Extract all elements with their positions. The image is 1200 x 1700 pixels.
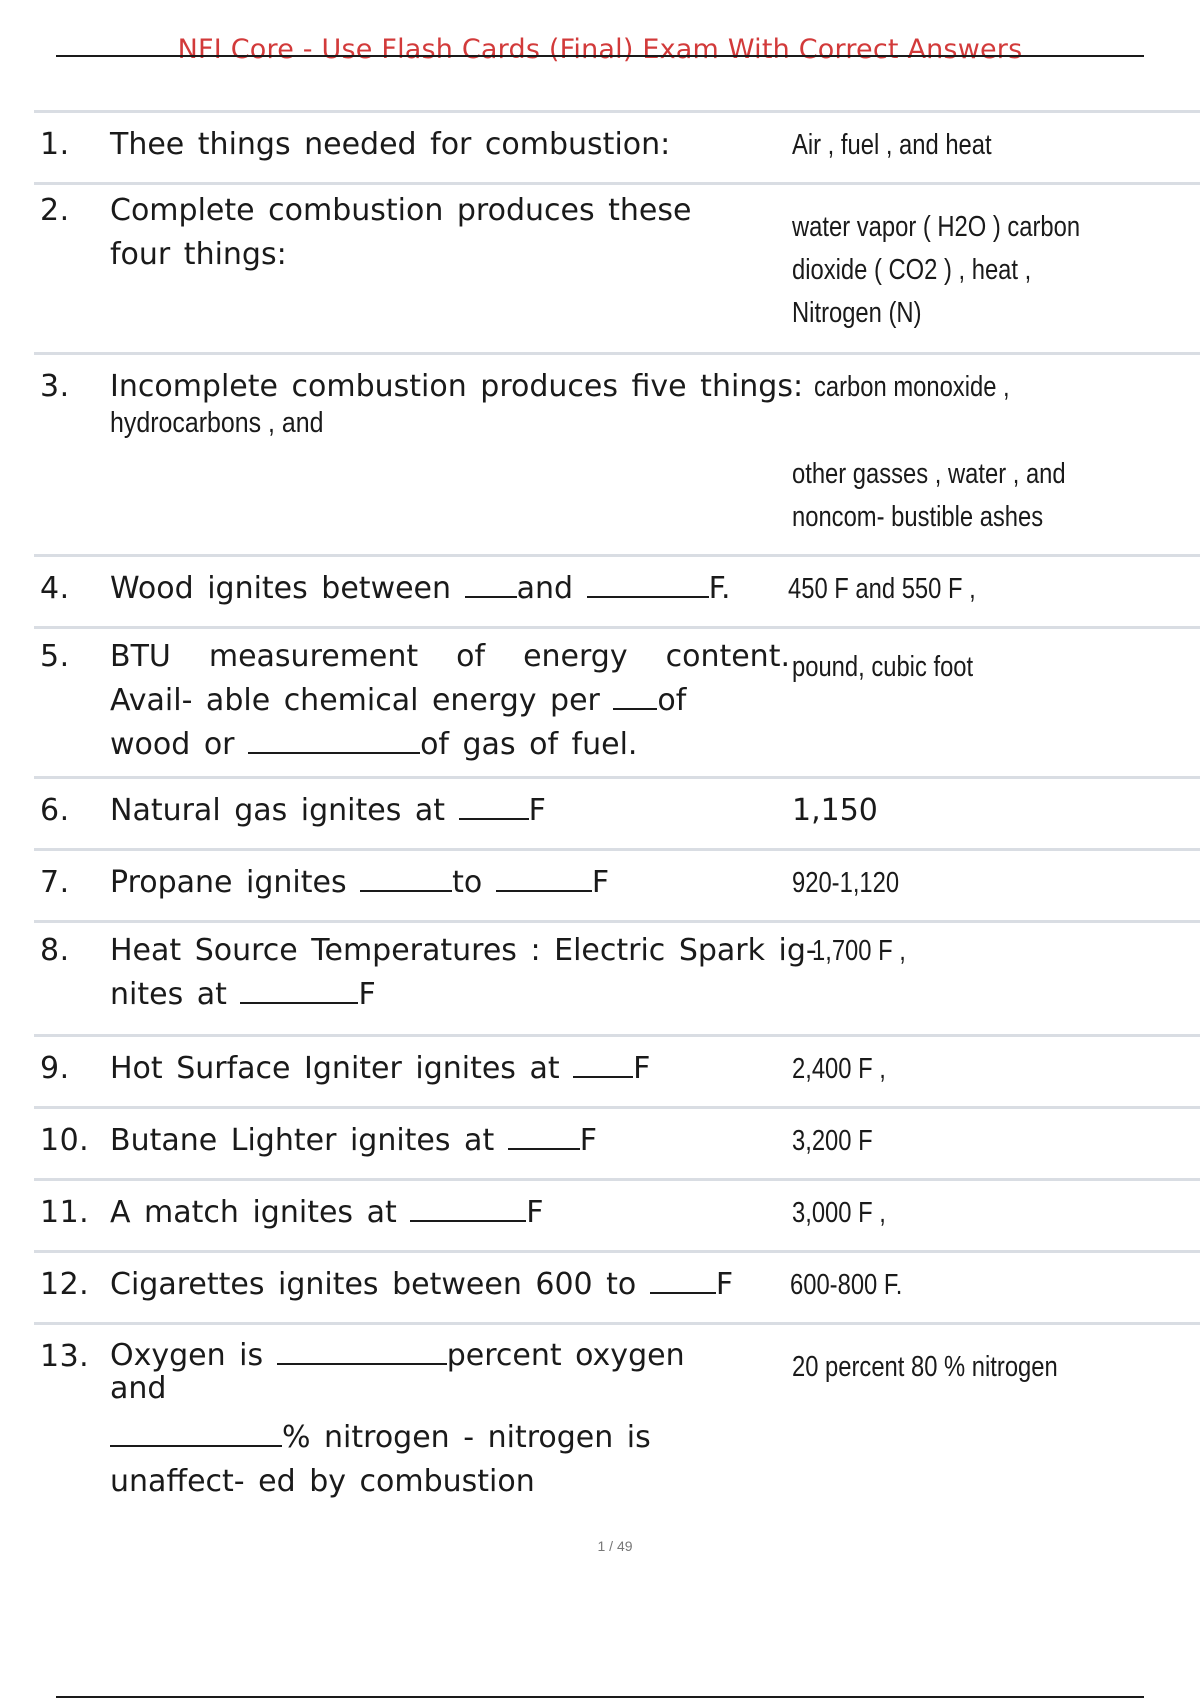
card-number: 1. — [40, 127, 70, 162]
answer-blank — [613, 680, 657, 710]
card-answer: 2,400 F , — [792, 1053, 886, 1085]
card-question-part: F. — [708, 571, 731, 606]
card-question-part: Avail- able chemical energy per — [110, 683, 600, 718]
card-question: Thee things needed for combustion: — [110, 127, 671, 162]
card-question-part: Butane Lighter ignites at — [110, 1123, 495, 1158]
flash-card-2 — [34, 182, 1200, 352]
card-question — [110, 789, 546, 833]
card-question — [110, 1335, 685, 1504]
card-number: 9. — [40, 1051, 70, 1086]
flash-card-12 — [34, 1250, 1200, 1322]
card-question-part: % nitrogen - nitrogen is — [282, 1420, 651, 1455]
card-question-line — [110, 973, 817, 1017]
card-number: 12. — [40, 1267, 90, 1302]
card-number: 7. — [40, 865, 70, 900]
card-answer: 1,700 F , — [812, 935, 906, 967]
flash-card-10 — [34, 1106, 1200, 1178]
card-question — [110, 1191, 544, 1235]
card-question-line: and — [110, 1371, 167, 1406]
card-question-continued: hydrocarbons , and — [110, 407, 324, 439]
answer-blank — [650, 1264, 716, 1294]
card-question-line: BTU measurement of energy content. — [110, 639, 790, 674]
flash-card-4 — [34, 554, 1200, 626]
card-question-part: F — [633, 1051, 651, 1086]
card-question-part: wood or — [110, 727, 235, 762]
card-answer: 1,150 — [792, 793, 878, 828]
card-question — [110, 635, 790, 767]
flash-card-13 — [34, 1322, 1200, 1522]
card-question-part: to — [452, 865, 483, 900]
card-answer-line-3: Nitrogen (N) — [792, 297, 922, 329]
card-question-part: F — [591, 865, 610, 900]
card-question-line: unaffect- ed by combustion — [110, 1464, 535, 1499]
document-title-container — [56, 36, 1144, 63]
card-question-line: Heat Source Temperatures : Electric Spark ig- — [110, 933, 817, 968]
card-answer: Air , fuel , and heat — [792, 129, 992, 161]
answer-blank — [277, 1335, 447, 1365]
flash-card-6 — [34, 776, 1200, 848]
card-question-part: Cigarettes ignites between 600 to — [110, 1267, 637, 1302]
card-question-part: Wood ignites between — [110, 571, 452, 606]
card-answer: 3,000 F , — [792, 1197, 886, 1229]
bottom-rule — [56, 1696, 1144, 1698]
card-answer: 450 F and 550 F , — [788, 573, 976, 605]
card-number: 10. — [40, 1123, 90, 1158]
answer-blank — [459, 790, 529, 820]
answer-blank — [496, 862, 592, 892]
flash-card-list — [34, 110, 1200, 1522]
card-question — [110, 929, 817, 1017]
answer-blank — [573, 1048, 633, 1078]
card-question-part: Propane ignites — [110, 865, 347, 900]
answer-blank — [587, 568, 709, 598]
card-question — [110, 1047, 650, 1091]
card-question-line — [110, 679, 790, 723]
card-question — [110, 567, 731, 611]
card-answer: 20 percent 80 % nitrogen — [792, 1351, 1058, 1383]
card-answer: pound, cubic foot — [792, 651, 974, 683]
card-answer: 3,200 F — [792, 1125, 873, 1157]
card-question-part: percent oxygen — [446, 1338, 685, 1373]
answer-blank — [410, 1192, 526, 1222]
card-question-tail: carbon monoxide , — [814, 371, 1010, 403]
card-question-part: F — [526, 1195, 544, 1230]
card-question-part: of — [657, 683, 687, 718]
card-question-line — [110, 1416, 685, 1460]
card-number: 2. — [40, 193, 70, 228]
flash-card-5 — [34, 626, 1200, 776]
card-question — [110, 861, 609, 905]
card-number: 13. — [40, 1339, 90, 1374]
card-question: Incomplete combustion produces five things: — [110, 369, 804, 404]
card-answer-line-2: noncom- bustible ashes — [792, 501, 1044, 533]
card-question-part: of gas of fuel. — [420, 727, 638, 762]
card-question-part: A match ignites at — [110, 1195, 397, 1230]
card-number: 11. — [40, 1195, 90, 1230]
card-question-part: nites at — [110, 977, 227, 1012]
answer-blank — [240, 974, 358, 1004]
card-question-part: F — [528, 793, 546, 828]
card-number: 5. — [40, 639, 70, 674]
card-question-part: F — [715, 1267, 734, 1302]
answer-blank — [110, 1417, 282, 1447]
answer-blank — [465, 568, 517, 598]
title-strike-rule — [56, 55, 1144, 57]
answer-blank — [248, 724, 420, 754]
document-title: NFI Core - Use Flash Cards (Final) Exam With Correct Answers — [177, 34, 1023, 65]
card-number: 3. — [40, 369, 70, 404]
flash-card-7 — [34, 848, 1200, 920]
card-question — [110, 1263, 733, 1307]
card-number: 8. — [40, 933, 70, 968]
card-answer: 600-800 F. — [790, 1269, 903, 1301]
card-question-part: Natural gas ignites at — [110, 793, 446, 828]
flash-card-11 — [34, 1178, 1200, 1250]
flash-card-8 — [34, 920, 1200, 1034]
card-question-part: Oxygen is — [110, 1338, 264, 1373]
card-number: 6. — [40, 793, 70, 828]
card-answer-line-1: water vapor ( H2O ) carbon — [792, 211, 1081, 243]
card-question-part: F — [358, 977, 376, 1012]
card-answer: 920-1,120 — [792, 867, 900, 899]
card-question-part: Hot Surface Igniter ignites at — [110, 1051, 560, 1086]
card-question — [110, 1119, 597, 1163]
card-question: Complete combustion produces these four things: — [110, 193, 692, 272]
answer-blank — [508, 1120, 580, 1150]
flash-card-9 — [34, 1034, 1200, 1106]
card-question-part: and — [516, 571, 574, 606]
card-answer-line-2: dioxide ( CO2 ) , heat , — [792, 254, 1032, 286]
card-number: 4. — [40, 571, 70, 606]
card-question-part: F — [579, 1123, 598, 1158]
flash-card-3 — [34, 352, 1200, 554]
flash-card-1 — [34, 110, 1200, 182]
card-answer-line-1: other gasses , water , and — [792, 458, 1066, 490]
card-question-line — [110, 1335, 685, 1374]
answer-blank — [360, 862, 452, 892]
card-question-line — [110, 723, 790, 767]
page-number: 1 / 49 — [597, 1538, 633, 1554]
